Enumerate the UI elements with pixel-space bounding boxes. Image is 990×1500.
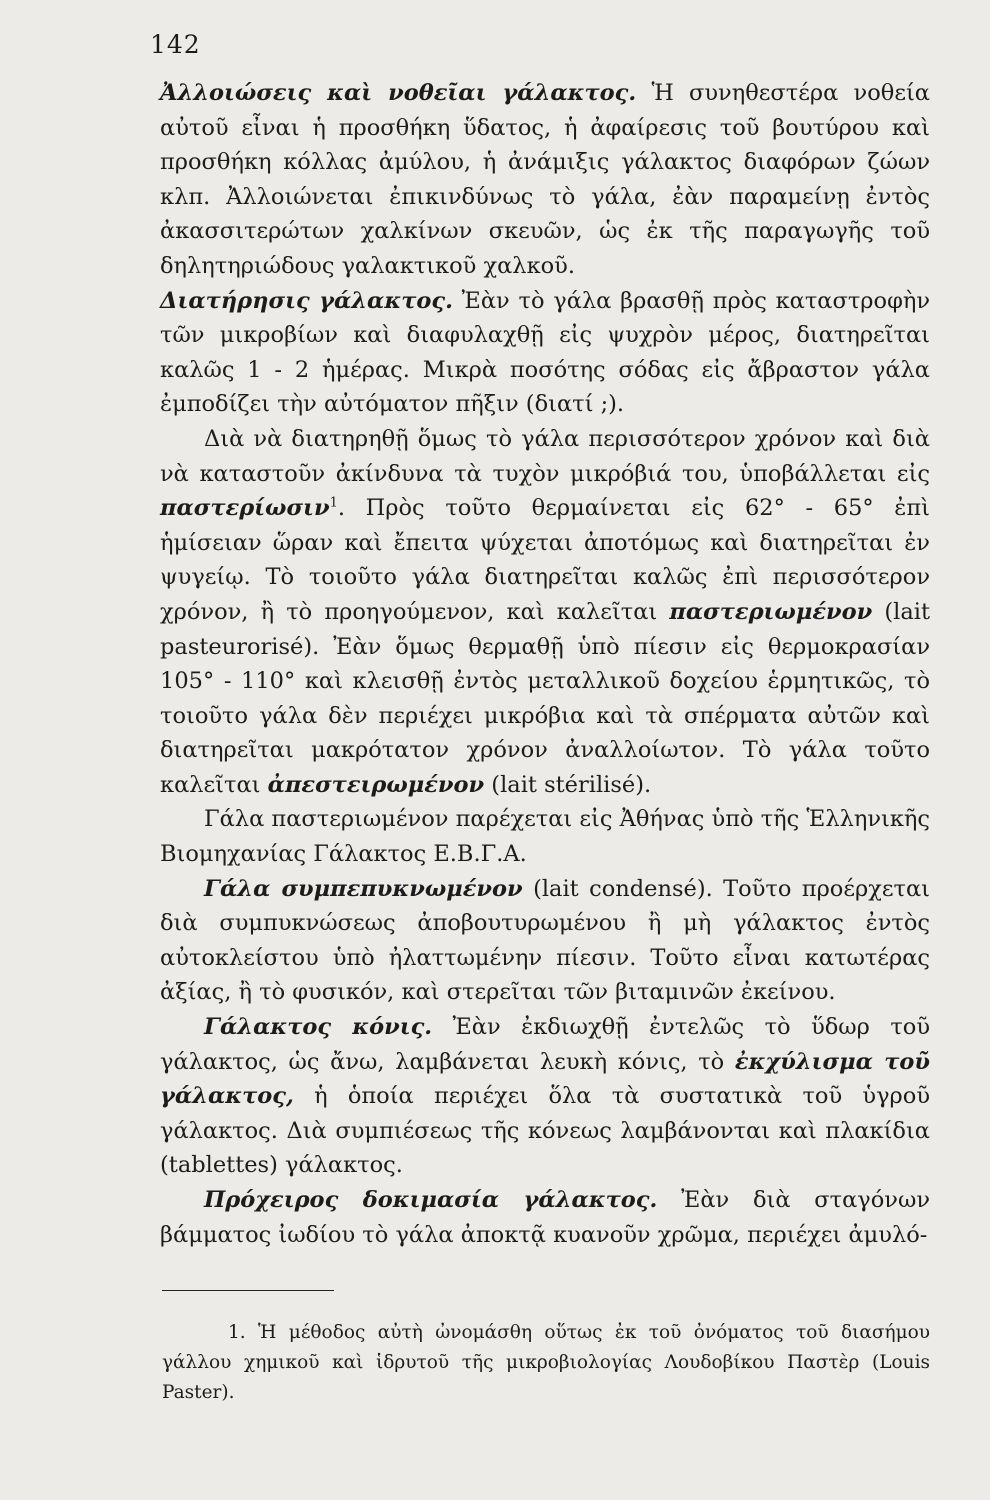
paragraph-text: Ἐὰν διὰ σταγόνων βάμματος ἰωδίου τὸ γάλα ἀποκτᾷ κυανοῦν χρῶμα, περιέχει ἀμυλό- <box>160 1187 931 1248</box>
paragraph-supplier <box>160 802 930 871</box>
section-heading: Πρόχειρος δοκιμασία γάλακτος. <box>204 1187 658 1213</box>
paragraph-milk-powder <box>160 1010 930 1183</box>
page-number: 142 <box>150 30 201 59</box>
paragraph-text: Ἐὰν ἐκδιωχθῇ ἐντελῶς τὸ ὕδωρ τοῦ γάλακτος, ὡς ἄνω, λαμβάνεται λευκὴ κόνις, τὸ <box>160 1014 930 1075</box>
footnote-marker: 1 <box>329 495 338 511</box>
section-heading: Ἀλλοιώσεις καὶ νοθεῖαι γάλακτος. <box>160 80 637 106</box>
paragraph-pasteurization <box>160 422 930 803</box>
paragraph-milk-test <box>160 1183 930 1252</box>
paragraph-text: Ἐὰν τὸ γάλα βρασθῇ πρὸς καταστροφὴν τῶν μικροβίων καὶ διαφυλαχθῇ εἰς ψυχρὸν μέρος, διατηρεῖται καλῶς 1 - 2 ἡμέρας. Μικρὰ ποσότης σόδας εἰς ἄβραστον γάλα ἐμποδίζει τὴν αὐτόματον πῆξιν (διατί ;). <box>160 287 930 418</box>
body-text <box>160 76 930 1252</box>
section-heading: Γάλα συμπεπυκνωμένον <box>204 875 523 902</box>
paragraph-milk-preservation <box>160 284 930 422</box>
section-heading: Διατήρησις γάλακτος. <box>160 287 453 314</box>
paragraph-text: ἡ ὁποία περιέχει ὅλα τὰ συστατικὰ τοῦ ὑγροῦ γάλακτος. Διὰ συμπιέσεως τῆς κόνεως λαμβάνονται καὶ πλακίδια (tablettes) γάλακτος. <box>160 1083 930 1179</box>
term-extract: ἐκχύλισμα τοῦ γάλακτος, <box>160 1048 930 1110</box>
paragraph-milk-adulteration <box>160 76 930 284</box>
footnote-rule <box>162 1290 334 1291</box>
term-pasteurized: παστεριωμένον <box>669 598 873 625</box>
term-pasteurization: παστερίωσιν <box>160 495 330 522</box>
footnote-text: 1. Ἡ μέθοδος αὐτὴ ὠνομάσθη οὕτως ἐκ τοῦ ὀνόματος τοῦ διασήμου γάλλου χημικοῦ καὶ ἱδρυτοῦ τῆς μικροβιολογίας Λουδοβίκου Παστὲρ (Louis Paster). <box>162 1322 930 1403</box>
paragraph-text: (lait condensé). Τοῦτο προέρχεται διὰ συμπυκνώσεως ἀποβουτυρωμένου ἢ μὴ γάλακτος ἐντὸς αὐτοκλείστου ὑπὸ ἠλαττωμένην πίεσιν. Τοῦτο εἶναι κατωτέρας ἀξίας, ἢ τὸ φυσικόν, καὶ στερεῖται τῶν βιταμινῶν ἐκείνου. <box>160 875 930 1006</box>
paragraph-text: Ἡ συνηθεστέρα νοθεία αὐτοῦ εἶναι ἡ προσθήκη ὕδατος, ἡ ἀφαίρεσις τοῦ βουτύρου καὶ προσθήκη κόλλας ἀμύλου, ἡ ἀνάμιξις γάλακτος διαφόρων ζώων κλπ. Ἀλλοιώνεται ἐπικινδύνως τὸ γάλα, ἐὰν παραμείνῃ ἐντὸς ἀκασσιτερώτων χαλκίνων σκευῶν, ὡς ἐκ τῆς παραγωγῆς τοῦ δηλητηριώδους γαλακτικοῦ χαλκοῦ. <box>160 80 930 279</box>
footnote <box>162 1318 930 1408</box>
paragraph-condensed-milk <box>160 872 930 1010</box>
paragraph-text: . Πρὸς τοῦτο θερμαίνεται εἰς 62° - 65° ἐπὶ ἡμίσειαν ὥραν καὶ ἔπειτα ψύχεται ἀποτόμως καὶ διατηρεῖται ἐν ψυγείῳ. Τὸ τοιοῦτο γάλα διατηρεῖται καλῶς ἐπὶ περισσότερον χρόνον, ἢ τὸ προηγούμενον, καὶ καλεῖται <box>160 495 930 625</box>
term-sterilized: ἀπεστειρωμένον <box>267 771 485 798</box>
section-heading: Γάλακτος κόνις. <box>204 1014 433 1041</box>
paragraph-text: Γάλα παστεριωμένον παρέχεται εἰς Ἀθήνας ὑπὸ τῆς Ἑλληνικῆς Βιομηχανίας Γάλακτος Ε.Β.Γ.Α. <box>160 806 930 868</box>
paragraph-text: Διὰ νὰ διατηρηθῇ ὅμως τὸ γάλα περισσότερον χρόνον καὶ διὰ νὰ καταστοῦν ἀκίνδυνα τὰ τυχὸν μικρόβιά του, ὑποβάλλεται εἰς <box>160 425 930 487</box>
paragraph-text: (lait pasteurorisé). Ἐὰν ὅμως θερμαθῇ ὑπὸ πίεσιν εἰς θερμοκρασίαν 105° - 110° καὶ κλεισθῇ ἐντὸς μεταλλικοῦ δοχείου ἑρμητικῶς, τὸ τοιοῦτο γάλα δὲν περιέχει μικρόβια καὶ τὰ σπέρματα αὐτῶν καὶ διατηρεῖται μακρότατον χρόνον ἀναλλοίωτον. Τὸ γάλα τοῦτο καλεῖται <box>160 598 931 798</box>
paragraph-text: (lait stérilisé). <box>484 771 652 798</box>
